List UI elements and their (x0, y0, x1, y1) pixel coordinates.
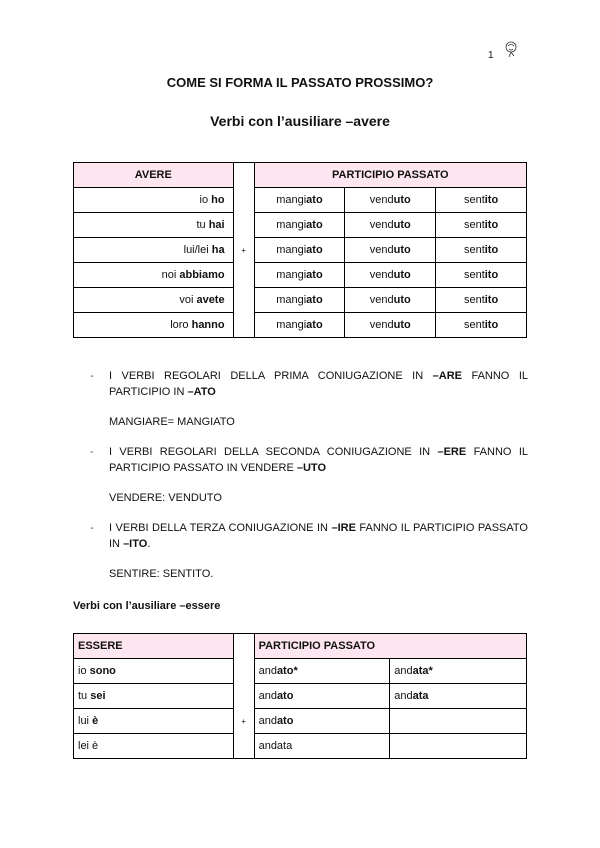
table-row: lui/lei ha + mangiato venduto sentito (74, 238, 527, 263)
table-row: lui è + andato (74, 709, 527, 734)
header-essere: ESSERE (74, 634, 234, 659)
list-item: - I VERBI REGOLARI DELLA SECONDA CONIUGAZIONE IN –ERE FANNO IL PARTICIPIO PASSATO IN VENDERE –UTO (90, 446, 528, 474)
header-participio: PARTICIPIO PASSATO (254, 163, 526, 188)
essere-table (73, 633, 527, 759)
plus-sign: + (233, 709, 254, 734)
plus-sign: + (233, 238, 254, 263)
table-row: loro hanno mangiato venduto sentito (74, 313, 527, 338)
table-row: tu sei andato andata (74, 684, 527, 709)
example-text: MANGIARE= MANGIATO (109, 416, 235, 428)
list-item: - I VERBI DELLA TERZA CONIUGAZIONE IN –IRE FANNO IL PARTICIPIO PASSATO IN –ITO. (90, 522, 528, 550)
avere-table (73, 162, 527, 338)
table-row: tu hai mangiato venduto sentito (74, 213, 527, 238)
example-text: VENDERE: VENDUTO (109, 492, 222, 504)
page-number: 1 (488, 50, 494, 61)
header-participio: PARTICIPIO PASSATO (254, 634, 526, 659)
table-row: io ho mangiato venduto sentito (74, 188, 527, 213)
table-row: io sono andato* andata* (74, 659, 527, 684)
rules-list (90, 368, 528, 596)
table-row: noi abbiamo mangiato venduto sentito (74, 263, 527, 288)
table-row: lei è andata (74, 734, 527, 759)
table-row: voi avete mangiato venduto sentito (74, 288, 527, 313)
header-avere: AVERE (74, 163, 234, 188)
page-title: COME SI FORMA IL PASSATO PROSSIMO? (166, 75, 434, 90)
section-title-avere: Verbi con l’ausiliare –avere (210, 113, 390, 129)
example-text: SENTIRE: SENTITO. (109, 568, 214, 580)
list-item: - I VERBI REGOLARI DELLA PRIMA CONIUGAZIONE IN –ARE FANNO IL PARTICIPIO IN –ATO (90, 370, 528, 398)
doodle-icon (503, 40, 519, 58)
section-title-essere: Verbi con l’ausiliare –essere (73, 600, 221, 612)
